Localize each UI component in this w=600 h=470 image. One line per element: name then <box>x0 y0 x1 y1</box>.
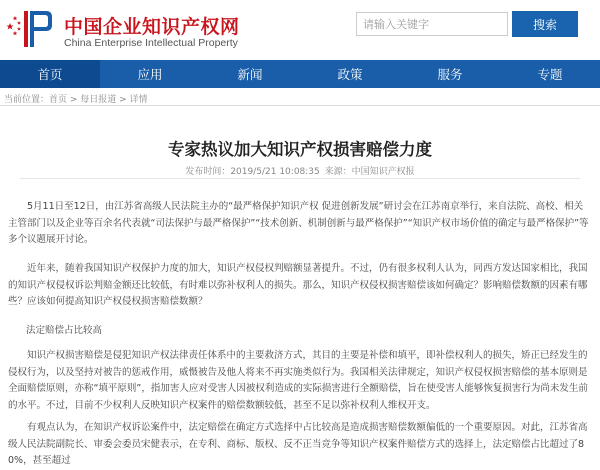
search-button[interactable]: 搜索 <box>512 11 578 37</box>
search-input[interactable] <box>356 12 508 36</box>
publish-date: 发布时间：2019/5/21 10:08:35 <box>185 167 320 177</box>
divider <box>20 178 580 179</box>
article-subheading: 法定赔偿占比较高 <box>26 325 103 336</box>
article-paragraph: 有观点认为，在知识产权诉讼案件中，法定赔偿在确定方式选择中占比较高是造成损害赔偿数额偏低的一个重要原因。对此，江苏省高级人民法院副院长、审委会委员宋健表示，在专利、商标、版权、反不正当竞争等知识产权案件赔偿方式的选择上，法定赔偿占比超过了80%，甚至超过 <box>8 422 588 466</box>
site-header <box>0 0 600 58</box>
divider <box>0 105 600 106</box>
article-paragraph: 5月11日至12日，由江苏省高级人民法院主办的“最严格保护知识产权 促进创新发展”研讨会在江苏南京举行，来自法院、高校、相关主管部门以及企业等百余名代表就“司法保护与最严格保护”“技术创新、机制创新与最严格保护”“知识产权市场价值的确定与最严格保护”等多个议题展开讨论。 <box>8 201 589 245</box>
breadcrumb[interactable]: 当前位置：首页 > 每日报道 > 详情 <box>4 95 148 105</box>
nav-item-services[interactable]: 服务 <box>437 67 463 82</box>
brand-name-cn[interactable]: 中国企业知识产权网 <box>64 16 240 38</box>
article-paragraph: 知识产权损害赔偿是侵犯知识产权法律责任体系中的主要救济方式，其目的主要是补偿和填平，即补偿权利人的损失，矫正已经发生的侵权行为，以及坚持对被告的惩戒作用，威慑被告及他人将来不再实施类似行为。我国相关法律规定，知识产权侵权损害赔偿的基本原则是全面赔偿原则，亦称“填平原则”，指加害人应对受害人因被权利造成的实际损害进行全额赔偿，旨在使受害人能够恢复损害行为尚未发生前的水平。不过，目前不少权利人反映知识产权案件的赔偿数额较低，甚至不足以弥补权利人维权开支。 <box>8 350 588 411</box>
article-source: 来源：中国知识产权报 <box>324 167 415 177</box>
article-title: 专家热议加大知识产权损害赔偿力度 <box>168 140 432 159</box>
site-logo-icon[interactable] <box>6 9 54 49</box>
nav-item-home[interactable]: 首页 <box>0 60 100 88</box>
article-paragraph: 近年来，随着我国知识产权保护力度的加大，知识产权侵权判赔额显著提升。不过，仍有很多权利人认为，同西方发达国家相比，我国的知识产权侵权诉讼判赔金额还比较低，有时难以弥补权利人的损失。那么，知识产权侵权损害赔偿该如何确定？影响赔偿数额的因素有哪些？应该如何提高知识产权侵权损害赔偿数额？ <box>8 263 588 307</box>
nav-item-apps[interactable]: 应用 <box>137 67 163 82</box>
article-meta <box>0 164 600 177</box>
nav-item-policy[interactable]: 政策 <box>337 67 363 82</box>
nav-item-topics[interactable]: 专题 <box>537 67 563 82</box>
nav-item-news[interactable]: 新闻 <box>237 67 263 82</box>
main-nav <box>0 60 600 88</box>
brand-name-en: China Enterprise Intellectual Property <box>64 37 238 49</box>
